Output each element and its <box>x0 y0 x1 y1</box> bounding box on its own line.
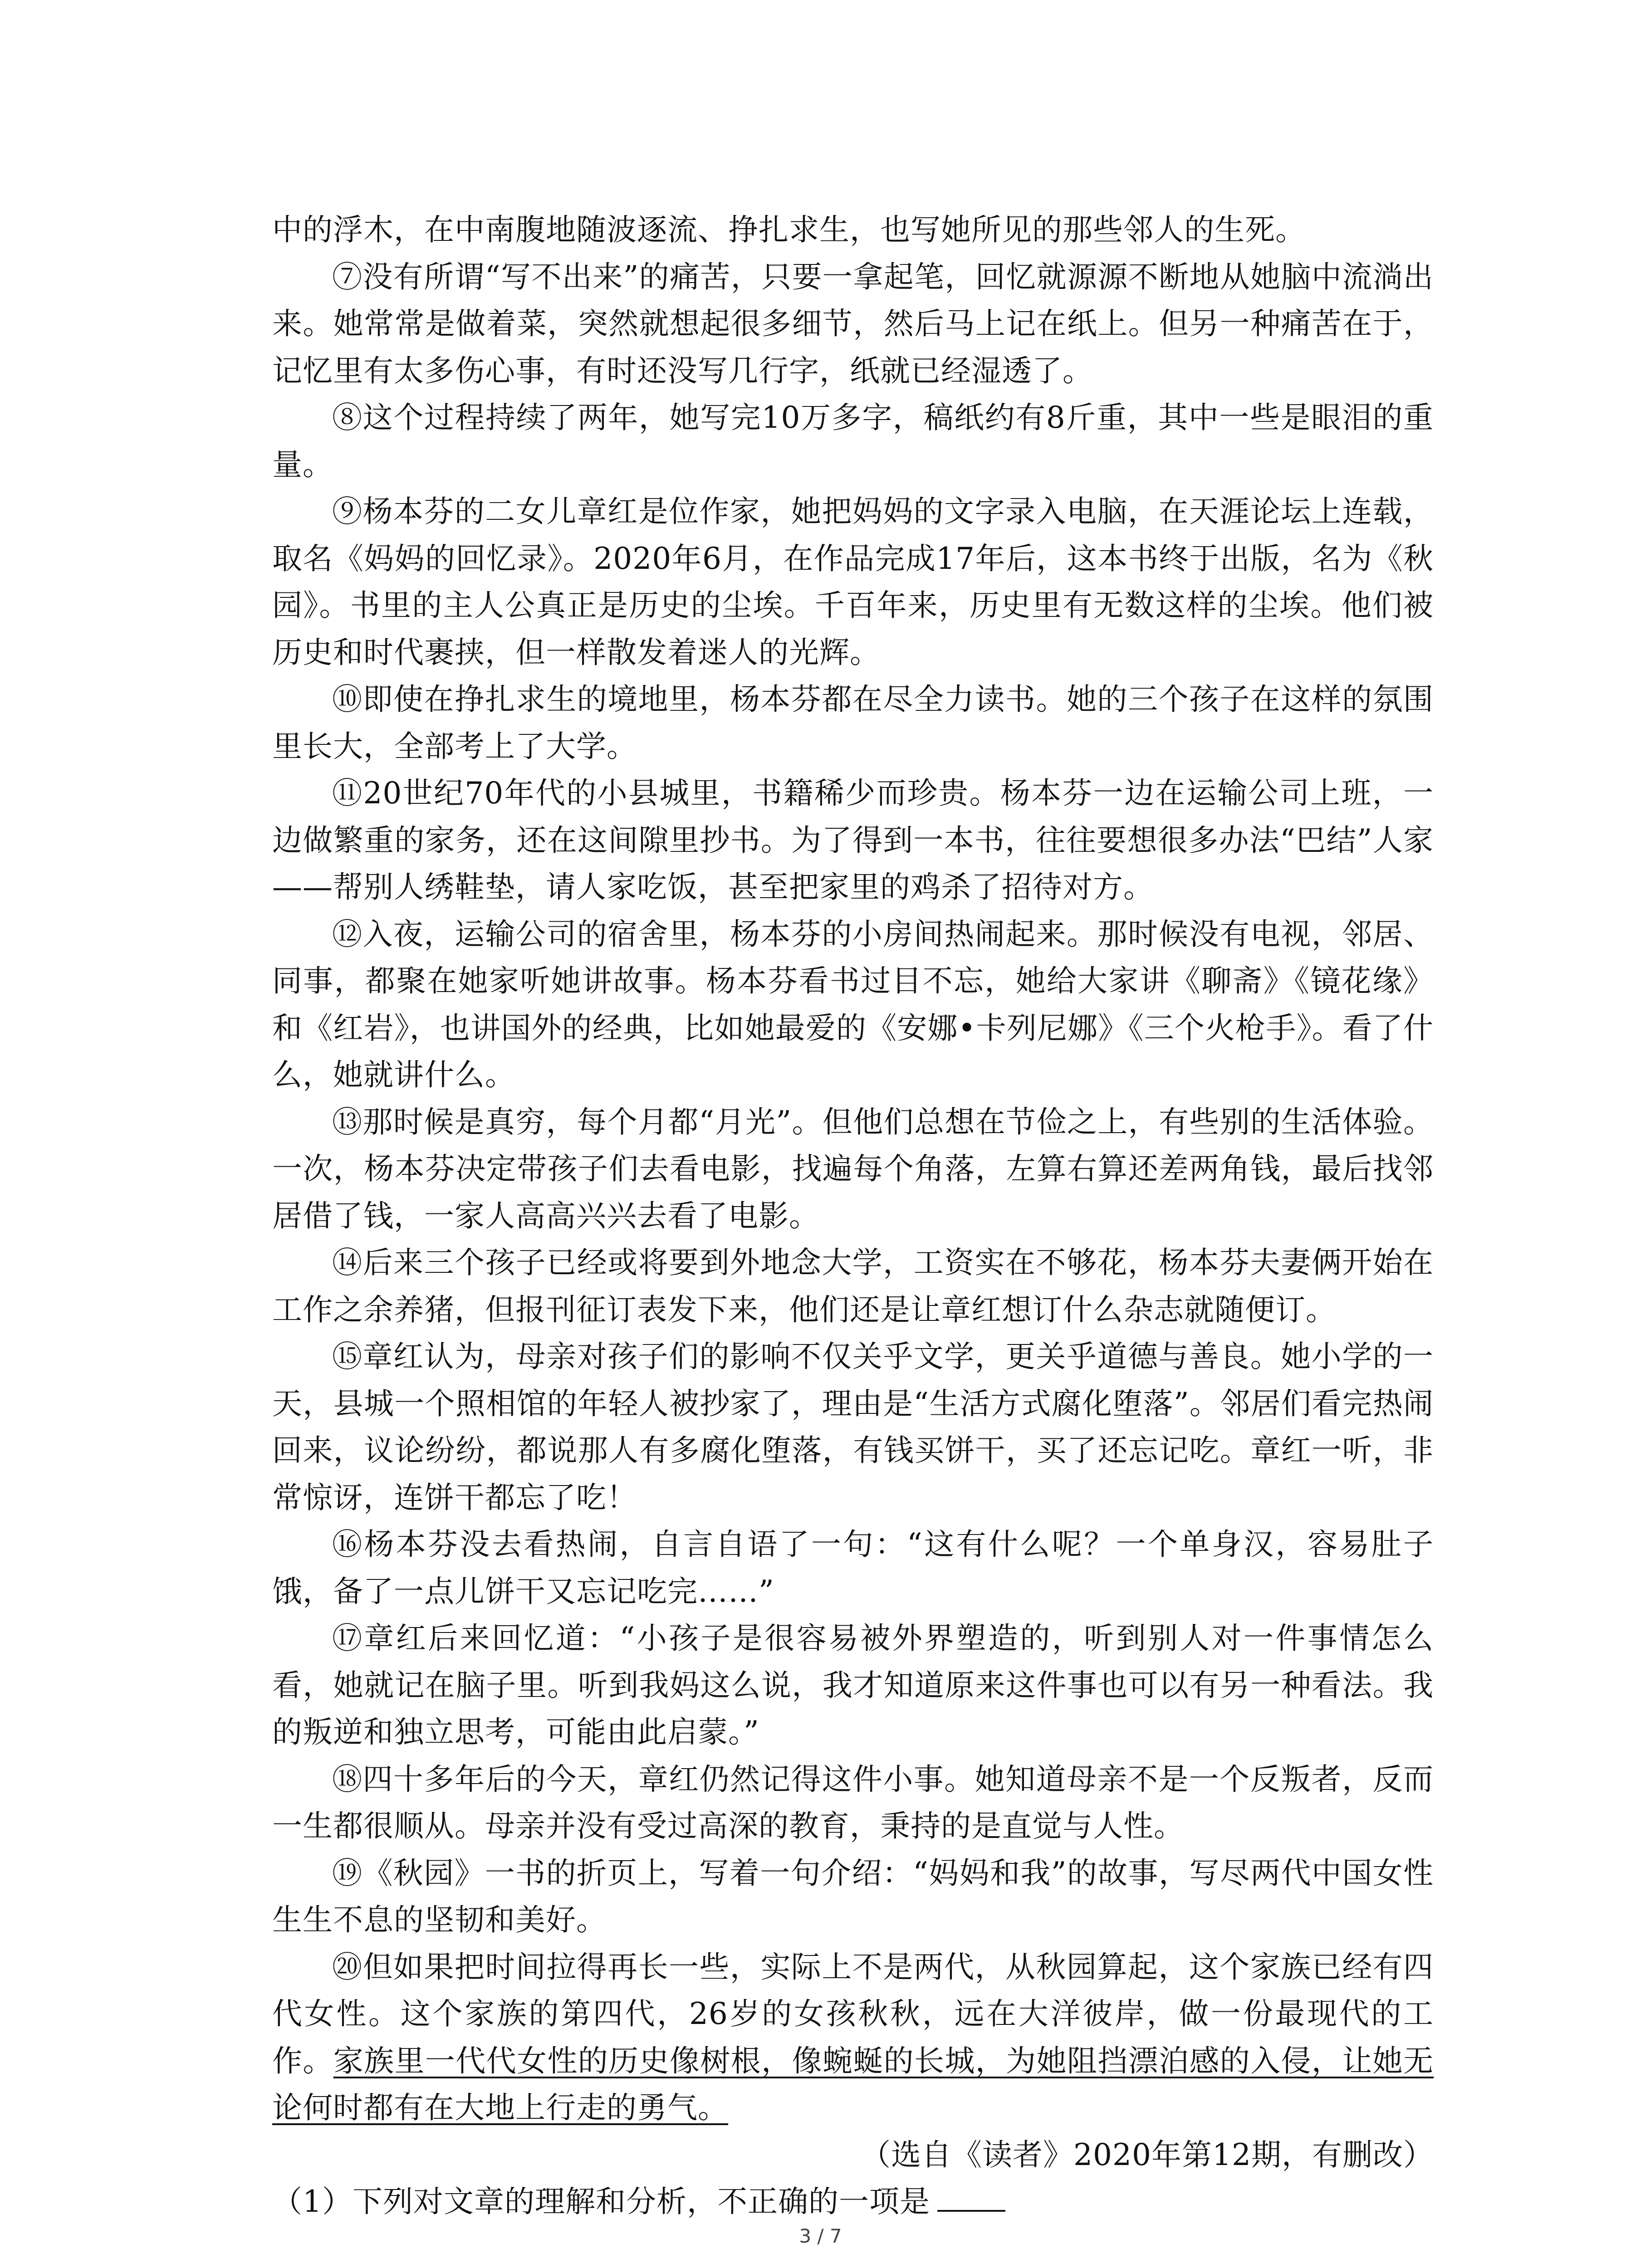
paragraph-20 <box>272 1944 1434 2131</box>
paragraph-14: ⑭后来三个孩子已经或将要到外地念大学，工资实在不够花，杨本芬夫妻俩开始在工作之余养猪，但报刊征订表发下来，他们还是让章红想订什么杂志就随便订。 <box>272 1245 1434 1327</box>
paragraph-13: ⑬那时候是真穷，每个月都“月光”。但他们总想在节俭之上，有些别的生活体验。一次，杨本芬决定带孩子们去看电影，找遍每个角落，左算右算还差两角钱，最后找邻居借了钱，一家人高高兴兴去看了电影。 <box>272 1104 1434 1233</box>
page-number: 3 / 7 <box>799 2225 842 2247</box>
source-citation: （选自《读者》2020年第12期，有删改） <box>861 2137 1434 2172</box>
paragraph-17: ⑰章红后来回忆道：“小孩子是很容易被外界塑造的，听到别人对一件事情怎么看，她就记在脑子里。听到我妈这么说，我才知道原来这件事也可以有另一种看法。我的叛逆和独立思考，可能由此启蒙。” <box>272 1621 1434 1750</box>
article-body <box>272 206 1434 2225</box>
paragraph-19: ⑲《秋园》一书的折页上，写着一句介绍：“妈妈和我”的故事，写尽两代中国女性生生不息的坚韧和美好。 <box>272 1855 1434 1937</box>
question-1-text: （1）下列对文章的理解和分析，不正确的一项是 <box>272 2184 930 2219</box>
paragraph-15: ⑮章红认为，母亲对孩子们的影响不仅关乎文学，更关乎道德与善良。她小学的一天，县城一个照相馆的年轻人被抄家了，理由是“生活方式腐化堕落”。邻居们看完热闹回来，议论纷纷，都说那人有多腐化堕落，有钱买饼干，买了还忘记吃。章红一听，非常惊讶，连饼干都忘了吃！ <box>272 1339 1434 1515</box>
answer-blank[interactable] <box>937 2184 1005 2212</box>
intro-line: 中的浮木，在中南腹地随波逐流、挣扎求生，也写她所见的那些邻人的生死。 <box>272 212 1306 247</box>
question-1 <box>272 2178 1434 2225</box>
paragraph-list <box>272 254 1434 1944</box>
paragraph-9: ⑨杨本芬的二女儿章红是位作家，她把妈妈的文字录入电脑，在天涯论坛上连载，取名《妈妈的回忆录》。2020年6月，在作品完成17年后，这本书终于出版，名为《秋园》。书里的主人公真正是历史的尘埃。千百年来，历史里有无数这样的尘埃。他们被历史和时代裹挟，但一样散发着迷人的光辉。 <box>272 494 1434 670</box>
paragraph-20-text: ⑳但如果把时间拉得再长一些，实际上不是两代，从秋园算起，这个家族已经有四代女性。这个家族的第四代，26岁的女孩秋秋，远在大洋彼岸，做一份最现代的工作。 <box>272 1949 1434 2078</box>
paragraph-8: ⑧这个过程持续了两年，她写完10万多字，稿纸约有8斤重，其中一些是眼泪的重量。 <box>272 400 1434 482</box>
paragraph-7: ⑦没有所谓“写不出来”的痛苦，只要一拿起笔，回忆就源源不断地从她脑中流淌出来。她常常是做着菜，突然就想起很多细节，然后马上记在纸上。但另一种痛苦在于，记忆里有太多伤心事，有时还没写几行字，纸就已经湿透了。 <box>272 259 1434 388</box>
paragraph-10: ⑩即使在挣扎求生的境地里，杨本芬都在尽全力读书。她的三个孩子在这样的氛围里长大，全部考上了大学。 <box>272 682 1434 764</box>
paragraph-16: ⑯杨本芬没去看热闹，自言自语了一句：“这有什么呢？一个单身汉，容易肚子饿，备了一点儿饼干又忘记吃完……” <box>272 1527 1434 1609</box>
paragraph-18: ⑱四十多年后的今天，章红仍然记得这件小事。她知道母亲不是一个反叛者，反而一生都很顺从。母亲并没有受过高深的教育，秉持的是直觉与人性。 <box>272 1761 1434 1843</box>
underlined-sentence: 家族里一代代女性的历史像树根，像蜿蜒的长城，为她阻挡漂泊感的入侵，让她无论何时都有在大地上行走的勇气。 <box>272 2043 1434 2125</box>
paragraph-11: ⑪20世纪70年代的小县城里，书籍稀少而珍贵。杨本芬一边在运输公司上班，一边做繁重的家务，还在这间隙里抄书。为了得到一本书，往往要想很多办法“巴结”人家——帮别人绣鞋垫，请人家吃饭，甚至把家里的鸡杀了招待对方。 <box>272 776 1434 904</box>
paragraph-12: ⑫入夜，运输公司的宿舍里，杨本芬的小房间热闹起来。那时候没有电视，邻居、同事，都聚在她家听她讲故事。杨本芬看书过目不忘，她给大家讲《聊斋》《镜花缘》和《红岩》，也讲国外的经典，比如她最爱的《安娜•卡列尼娜》《三个火枪手》。看了什么，她就讲什么。 <box>272 916 1434 1092</box>
